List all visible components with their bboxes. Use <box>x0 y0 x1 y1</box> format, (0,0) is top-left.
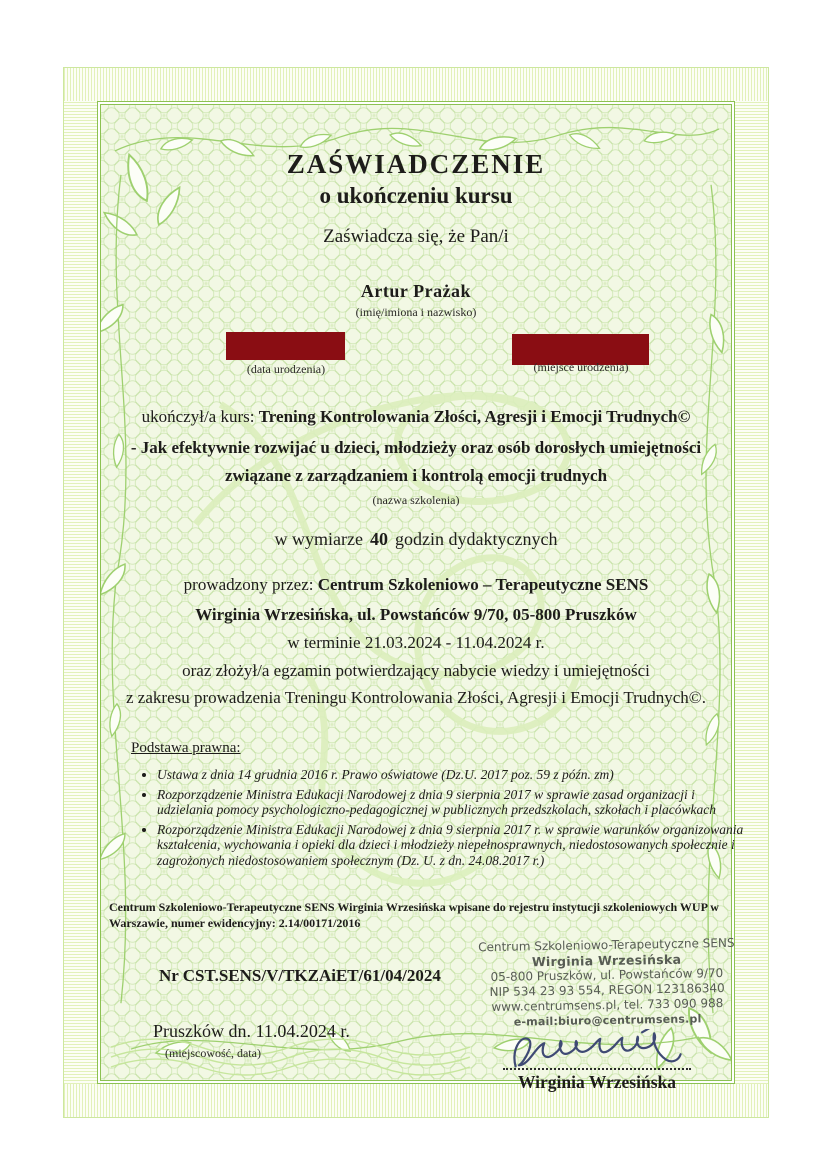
place-and-date: Pruszków dn. 11.04.2024 r. <box>153 1021 350 1041</box>
birth-date-caption: (data urodzenia) <box>246 362 326 376</box>
provider-name: Centrum Szkoleniowo – Terapeutyczne SENS <box>317 575 649 594</box>
term-line: w terminie 21.03.2024 - 11.04.2024 r. <box>287 633 545 652</box>
company-stamp <box>472 936 742 1031</box>
place-date-caption: (miejscowość, data) <box>165 1046 261 1060</box>
certificate-title: ZAŚWIADCZENIE <box>286 149 546 179</box>
course-line-1 <box>101 407 731 427</box>
registry-note: Centrum Szkoleniowo-Terapeutyczne SENS Wirginia Wrzesińska wpisane do rejestru instytucji szkoleniowych WUP w Warszawie, numer ewidencyjny: 2.14/00171/2016 <box>109 900 719 930</box>
provider-address: Wirginia Wrzesińska, ul. Powstańców 9/70, 05-800 Pruszków <box>195 605 637 624</box>
signature-line <box>503 1068 691 1070</box>
border-band-top <box>64 68 768 101</box>
exam-line-2: z zakresu prowadzenia Treningu Kontrolowania Złości, Agresji i Emocji Trudnych©. <box>126 688 706 707</box>
hours-value: 40 <box>370 529 388 549</box>
certificate-field <box>100 104 744 1092</box>
border-band-left <box>64 101 97 1084</box>
course-prefix: ukończył/a kurs: <box>141 407 259 426</box>
guilloche-border <box>64 68 768 1117</box>
provider-line <box>101 575 731 595</box>
signature-scribble <box>499 1029 695 1073</box>
stamp-line: e-mail:biuro@centrumsens.pl <box>513 1012 702 1029</box>
signature-name: Wirginia Wrzesińska <box>517 1072 676 1092</box>
course-line-2: - Jak efektywnie rozwijać u dzieci, młodzieży oraz osób dorosłych umiejętności <box>130 438 702 457</box>
hours-suffix: godzin dydaktycznych <box>395 529 558 549</box>
certificate-number: Nr CST.SENS/V/TKZAiET/61/04/2024 <box>159 966 441 985</box>
certificate-content <box>101 105 744 1092</box>
redaction-box-birth-date <box>226 332 345 360</box>
hours-prefix: w wymiarze <box>274 529 363 549</box>
birth-place-caption: (miejsce urodzenia) <box>533 360 629 374</box>
stamp-line: NIP 534 23 93 554, REGON 123186340 <box>489 980 725 1000</box>
inner-frame <box>97 101 744 1092</box>
stamp-line: www.centrumsens.pl, tel. 733 090 988 <box>491 995 724 1015</box>
certificate-subtitle: o ukończeniu kursu <box>319 183 513 208</box>
name-caption: (imię/imiona i nazwisko) <box>355 305 477 319</box>
participant-name: Artur Prażak <box>360 281 472 301</box>
legal-item: • Rozporządzenie Ministra Edukacji Narodowej z dnia 9 sierpnia 2017 w sprawie zasad organizacji i udzielania pomocy psychologiczno-pedagogicznej w publicznych przedszkolach, szkołach i placówkach <box>157 787 749 818</box>
provider-prefix: prowadzony przez: <box>183 575 318 594</box>
stamp-line: Wirginia Wrzesińska <box>531 951 682 970</box>
course-title: Trening Kontrolowania Złości, Agresji i Emocji Trudnych© <box>258 407 691 426</box>
legal-item: • Rozporządzenie Ministra Edukacji Narodowej z dnia 9 sierpnia 2017 r. w sprawie warunków organizowania kształcenia, wychowania i opieki dla dzieci i młodzieży niepełnosprawnych, niedostosowanych społecznie i zagrożonych niedostosowaniem społecznym (Dz. U. z dn. 24.08.2017 r.) <box>157 822 749 869</box>
exam-line-1: oraz złożył/a egzamin potwierdzający nabycie wiedzy i umiejętności <box>182 661 650 680</box>
course-caption: (nazwa szkolenia) <box>372 493 460 507</box>
legal-basis-heading: Podstawa prawna: <box>131 740 241 756</box>
stamp-line: 05-800 Pruszków, ul. Powstańców 9/70 <box>490 965 724 985</box>
legal-item: • Ustawa z dnia 14 grudnia 2016 r. Prawo oświatowe (Dz.U. 2017 poz. 59 z późn. zm) <box>157 767 749 783</box>
stamp-line: Centrum Szkoleniowo-Terapeutyczne SENS <box>478 935 735 955</box>
legal-basis-list <box>131 767 749 872</box>
intro-text: Zaświadcza się, że Pan/i <box>323 226 509 247</box>
hours-line <box>101 529 731 550</box>
course-line-3: związane z zarządzaniem i kontrolą emocji trudnych <box>224 466 608 485</box>
